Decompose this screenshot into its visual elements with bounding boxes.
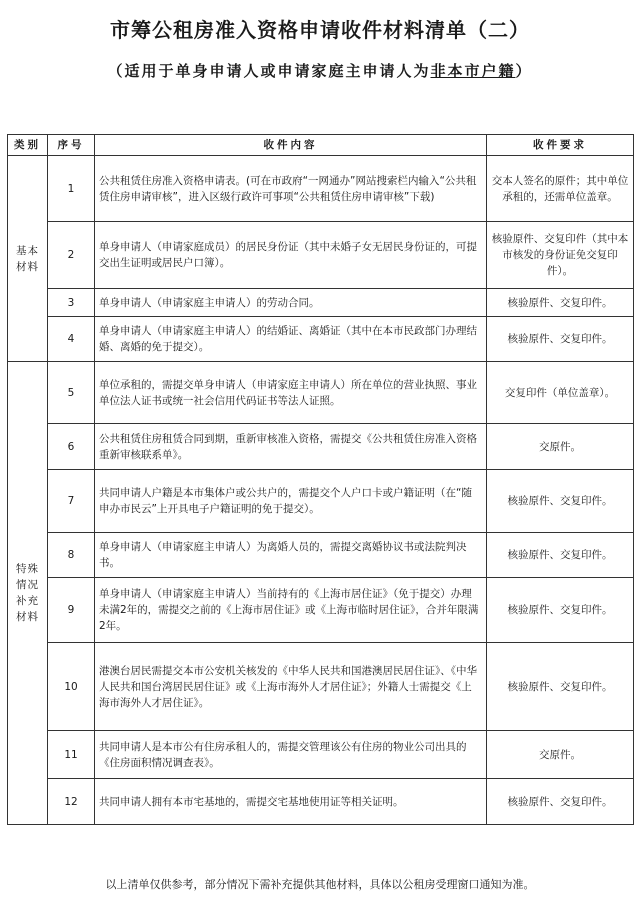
table-row <box>8 424 634 470</box>
row-content: 公共租赁住房准入资格申请表。(可在市政府“一网通办”网站搜索栏内输入“公共租赁住房申请审核”，进入区级行政许可事项“公共租赁住房申请审核”下载) <box>95 156 487 222</box>
row-requirement: 核验原件、交复印件。 <box>487 643 634 731</box>
document-title: 市筹公租房准入资格申请收件材料清单（二） <box>110 18 530 42</box>
table-header-row <box>8 135 634 156</box>
table-row <box>8 156 634 222</box>
row-number: 7 <box>48 470 95 533</box>
table-row <box>8 222 634 289</box>
row-content: 港澳台居民需提交本市公安机关核发的《中华人民共和国港澳居民居住证》、《中华人民共和国台湾居民居住证》或《上海市海外人才居住证》；外籍人士需提交《上海市海外人才居住证》。 <box>95 643 487 731</box>
row-requirement: 交原件。 <box>487 731 634 779</box>
row-number: 12 <box>48 779 95 825</box>
row-content: 单身申请人（申请家庭主申请人）的结婚证、离婚证（其中在本市民政部门办理结婚、离婚的免于提交）。 <box>95 317 487 362</box>
subtitle-suffix: ） <box>515 62 533 80</box>
table-row <box>8 289 634 317</box>
row-requirement: 核验原件、交复印件。 <box>487 533 634 578</box>
row-requirement: 核验原件、交复印件。 <box>487 289 634 317</box>
table-row <box>8 731 634 779</box>
row-requirement: 核验原件、交复印件。 <box>487 317 634 362</box>
row-number: 10 <box>48 643 95 731</box>
row-requirement: 交复印件（单位盖章）。 <box>487 362 634 424</box>
category-special: 特殊情况补充材料 <box>8 362 48 825</box>
row-number: 6 <box>48 424 95 470</box>
row-content: 公共租赁住房租赁合同到期，重新审核准入资格，需提交《公共租赁住房准入资格重新审核联系单》。 <box>95 424 487 470</box>
table-row <box>8 317 634 362</box>
row-content: 共同申请人是本市公有住房承租人的，需提交管理该公有住房的物业公司出具的《住房面积情况调查表》。 <box>95 731 487 779</box>
row-content: 单身申请人（申请家庭主申请人）为离婚人员的，需提交离婚协议书或法院判决书。 <box>95 533 487 578</box>
row-number: 5 <box>48 362 95 424</box>
category-basic: 基本材料 <box>8 156 48 362</box>
subtitle-prefix: （适用于单身申请人或申请家庭主申请人为 <box>107 62 431 80</box>
row-number: 9 <box>48 578 95 643</box>
subtitle-emphasis: 非本市户籍 <box>430 62 516 80</box>
row-number: 11 <box>48 731 95 779</box>
row-content: 共同申请人拥有本市宅基地的，需提交宅基地使用证等相关证明。 <box>95 779 487 825</box>
header-category: 类别 <box>8 135 48 156</box>
table-row <box>8 362 634 424</box>
table-row <box>8 643 634 731</box>
row-content: 单身申请人（申请家庭成员）的居民身份证（其中未婚子女无居民身份证的，可提交出生证明或居民户口簿）。 <box>95 222 487 289</box>
row-content: 单位承租的，需提交单身申请人（申请家庭主申请人）所在单位的营业执照、事业单位法人证书或统一社会信用代码证书等法人证照。 <box>95 362 487 424</box>
row-requirement: 交本人签名的原件；其中单位承租的，还需单位盖章。 <box>487 156 634 222</box>
materials-table <box>7 134 634 825</box>
header-content: 收件内容 <box>95 135 487 156</box>
row-content: 共同申请人户籍是本市集体户或公共户的，需提交个人户口卡或户籍证明（在“随申办市民云”上开具电子户籍证明的免于提交）。 <box>95 470 487 533</box>
row-content: 单身申请人（申请家庭主申请人）当前持有的《上海市居住证》（免于提交）办理未满2年的，需提交之前的《上海市居住证》或《上海市临时居住证》，合并年限满2年。 <box>95 578 487 643</box>
row-requirement: 核验原件、交复印件。 <box>487 779 634 825</box>
table-row <box>8 470 634 533</box>
table-row <box>8 533 634 578</box>
header-number: 序号 <box>48 135 95 156</box>
footnote: 以上清单仅供参考，部分情况下需补充提供其他材料，具体以公租房受理窗口通知为准。 <box>105 878 535 891</box>
row-number: 2 <box>48 222 95 289</box>
row-number: 3 <box>48 289 95 317</box>
table-row <box>8 578 634 643</box>
row-requirement: 核验原件、交复印件（其中本市核发的身份证免交复印件）。 <box>487 222 634 289</box>
row-requirement: 核验原件、交复印件。 <box>487 578 634 643</box>
document-subtitle <box>0 60 640 81</box>
row-number: 1 <box>48 156 95 222</box>
header-requirement: 收件要求 <box>487 135 634 156</box>
table-row <box>8 779 634 825</box>
row-content: 单身申请人（申请家庭主申请人）的劳动合同。 <box>95 289 487 317</box>
row-number: 8 <box>48 533 95 578</box>
row-requirement: 核验原件、交复印件。 <box>487 470 634 533</box>
row-requirement: 交原件。 <box>487 424 634 470</box>
row-number: 4 <box>48 317 95 362</box>
